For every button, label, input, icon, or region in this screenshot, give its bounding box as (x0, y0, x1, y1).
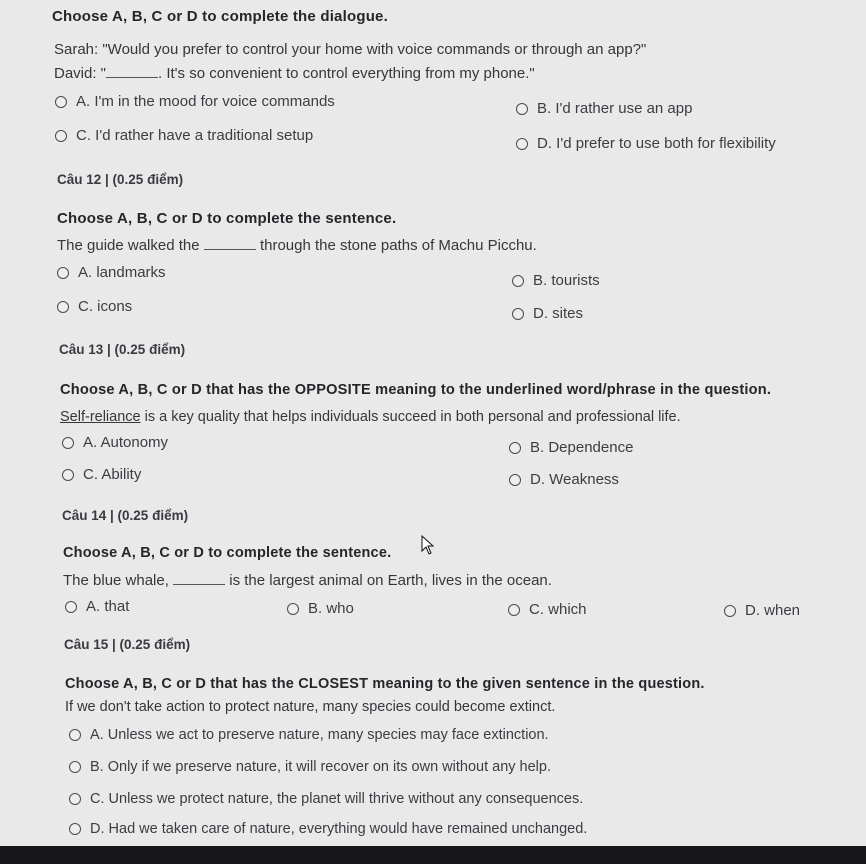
q15-option-c[interactable] (69, 791, 583, 807)
q15-instruction: Choose A, B, C or D that has the CLOSEST meaning to the given sentence in the question. (65, 676, 705, 692)
q15-option-c-label: C. Unless we protect nature, the planet will thrive without any consequences. (90, 791, 584, 807)
q13-option-a[interactable] (62, 434, 168, 451)
q13-sentence (60, 409, 681, 425)
radio-icon[interactable] (55, 130, 67, 142)
radio-icon[interactable] (516, 103, 528, 115)
q11-option-d-label: D. I'd prefer to use both for flexibility (537, 135, 776, 152)
q12-option-b[interactable] (512, 272, 600, 289)
q15-header: Câu 15 | (0.25 điểm) (64, 637, 191, 652)
q13-option-c-label: C. Ability (83, 466, 142, 483)
radio-icon[interactable] (69, 761, 81, 773)
q14-option-a[interactable] (65, 598, 129, 615)
radio-icon[interactable] (724, 605, 736, 617)
radio-icon[interactable] (55, 96, 67, 108)
q14-option-d[interactable] (724, 602, 800, 619)
q12-sentence (57, 236, 537, 254)
q15-option-a-label: A. Unless we act to preserve nature, many species may face extinction. (90, 727, 549, 743)
q14-option-c[interactable] (508, 601, 587, 618)
q12-option-c-label: C. icons (78, 298, 133, 315)
q12-header: Câu 12 | (0.25 điểm) (57, 172, 184, 187)
q13-option-d[interactable] (509, 471, 619, 488)
q14-option-d-label: D. when (745, 602, 801, 619)
q11-line2-prefix: David: " (54, 65, 107, 82)
radio-icon[interactable] (62, 437, 74, 449)
q13-option-c[interactable] (62, 466, 141, 483)
q12-option-b-label: B. tourists (533, 272, 600, 289)
q12-option-d-label: D. sites (533, 305, 584, 322)
q14-option-b[interactable] (287, 600, 354, 617)
q11-instruction: Choose A, B, C or D to complete the dialogue. (52, 8, 388, 25)
q14-option-a-label: A. that (86, 598, 130, 615)
radio-icon[interactable] (69, 729, 81, 741)
q12-option-a[interactable] (57, 264, 166, 281)
q14-blank (173, 571, 225, 585)
radio-icon[interactable] (516, 138, 528, 150)
q11-blank (106, 64, 158, 78)
q11-option-b[interactable] (516, 100, 692, 117)
q15-option-b[interactable] (69, 759, 551, 775)
q14-option-c-label: C. which (529, 601, 587, 618)
q11-option-a[interactable] (55, 93, 335, 110)
radio-icon[interactable] (287, 603, 299, 615)
radio-icon[interactable] (512, 308, 524, 320)
q12-sentence-suffix: through the stone paths of Machu Picchu. (259, 237, 537, 254)
q15-option-b-label: B. Only if we preserve nature, it will recover on its own without any help. (90, 759, 551, 775)
q15-sentence: If we don't take action to protect nature, many species could become extinct. (65, 699, 556, 715)
q11-line2-suffix: . It's so convenient to control everything from my phone." (158, 65, 535, 82)
radio-icon[interactable] (69, 823, 81, 835)
q15-option-d[interactable] (69, 821, 587, 837)
radio-icon[interactable] (69, 793, 81, 805)
radio-icon[interactable] (62, 469, 74, 481)
q14-sentence (63, 571, 552, 589)
mouse-cursor-icon (421, 535, 435, 555)
q12-instruction: Choose A, B, C or D to complete the sentence. (57, 210, 397, 227)
q11-option-c[interactable] (55, 127, 313, 144)
q14-sentence-suffix: is the largest animal on Earth, lives in the ocean. (229, 572, 552, 589)
q12-option-d[interactable] (512, 305, 583, 322)
radio-icon[interactable] (57, 267, 69, 279)
q14-option-b-label: B. who (308, 600, 354, 617)
q13-option-b-label: B. Dependence (530, 439, 634, 456)
q11-option-a-label: A. I'm in the mood for voice commands (76, 93, 335, 110)
q13-option-a-label: A. Autonomy (83, 434, 169, 451)
q13-header: Câu 13 | (0.25 điểm) (59, 342, 186, 357)
q15-option-d-label: D. Had we taken care of nature, everything would have remained unchanged. (90, 821, 588, 837)
q11-option-c-label: C. I'd rather have a traditional setup (76, 127, 314, 144)
q14-instruction: Choose A, B, C or D to complete the sentence. (63, 545, 392, 561)
q13-sentence-rest: is a key quality that helps individuals succeed in both personal and professional life. (140, 409, 681, 425)
q14-sentence-prefix: The blue whale, (63, 572, 169, 589)
q13-option-b[interactable] (509, 439, 633, 456)
radio-icon[interactable] (57, 301, 69, 313)
q15-option-a[interactable] (69, 727, 549, 743)
q11-option-d[interactable] (516, 135, 776, 152)
q12-blank (204, 236, 256, 250)
q11-dialogue-line-sarah: Sarah: "Would you prefer to control your home with voice commands or through an app?" (54, 41, 647, 58)
radio-icon[interactable] (508, 604, 520, 616)
bottom-bar (0, 846, 866, 864)
radio-icon[interactable] (509, 442, 521, 454)
q12-option-c[interactable] (57, 298, 132, 315)
q13-instruction: Choose A, B, C or D that has the OPPOSITE meaning to the underlined word/phrase in the question. (60, 382, 772, 398)
q14-header: Câu 14 | (0.25 điểm) (62, 508, 189, 523)
q12-option-a-label: A. landmarks (78, 264, 166, 281)
radio-icon[interactable] (509, 474, 521, 486)
q13-option-d-label: D. Weakness (530, 471, 619, 488)
q11-option-b-label: B. I'd rather use an app (537, 100, 693, 117)
q13-underlined-word: Self-reliance (60, 409, 141, 425)
q11-dialogue-line-david (54, 64, 535, 82)
radio-icon[interactable] (512, 275, 524, 287)
radio-icon[interactable] (65, 601, 77, 613)
q12-sentence-prefix: The guide walked the (57, 237, 200, 254)
